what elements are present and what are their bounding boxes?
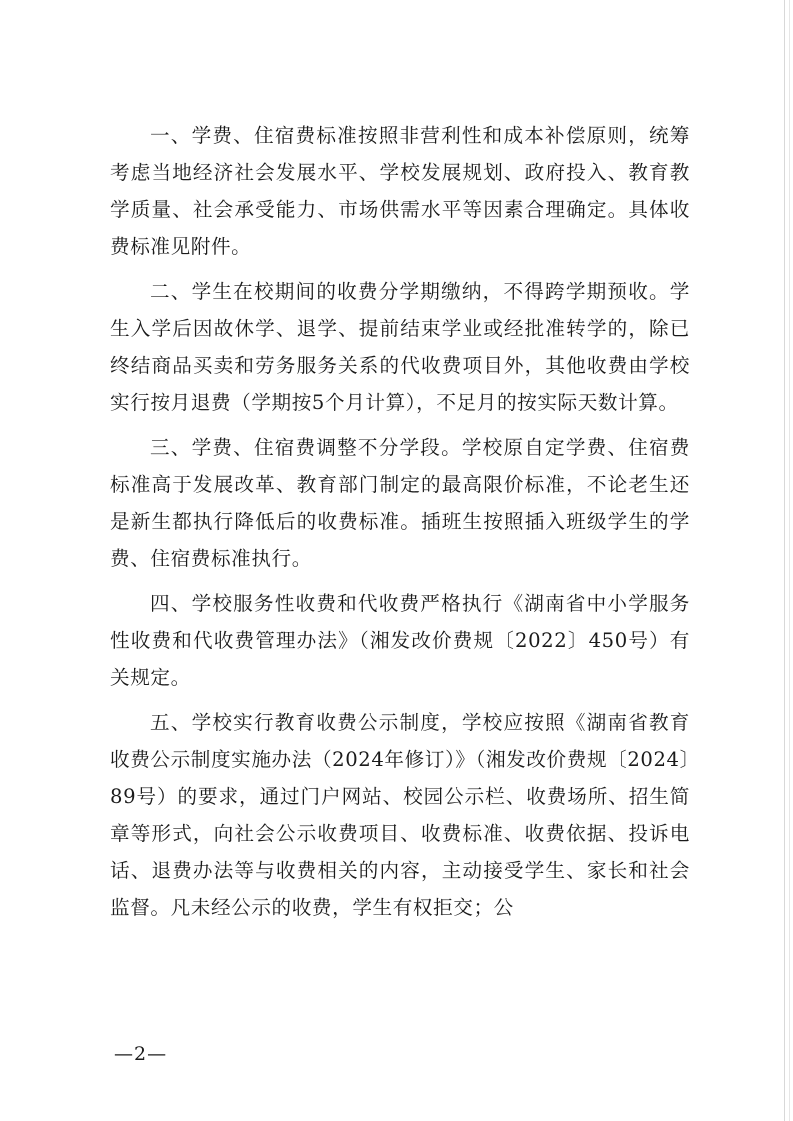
paragraph-4: 四、学校服务性收费和代收费严格执行《湖南省中小学服务性收费和代收费管理办法》（湘发改价费规〔2022〕450号）有关规定。 — [110, 592, 690, 689]
page-number: —2— — [114, 1043, 168, 1065]
scan-page-edge-outer — [789, 0, 790, 1121]
paragraph-1: 一、学费、住宿费标准按照非营利性和成本补偿原则，统筹考虑当地经济社会发展水平、学校发展规划、政府投入、教育教学质量、社会承受能力、市场供需水平等因素合理确定。具体收费标准见附件。 — [110, 124, 690, 258]
paragraph-2: 二、学生在校期间的收费分学期缴纳，不得跨学期预收。学生入学后因故休学、退学、提前结束学业或经批准转学的，除已终结商品买卖和劳务服务关系的代收费项目外，其他收费由学校实行按月退费（学期按5个月计算），不足月的按实际天数计算。 — [110, 280, 690, 414]
scan-page-edge — [784, 0, 785, 1121]
paragraph-3: 三、学费、住宿费调整不分学段。学校原自定学费、住宿费标准高于发展改革、教育部门制定的最高限价标准，不论老生还是新生都执行降低后的收费标准。插班生按照插入班级学生的学费、住宿费标准执行。 — [110, 436, 690, 570]
document-body — [110, 117, 690, 926]
paragraph-5: 五、学校实行教育收费公示制度，学校应按照《湖南省教育收费公示制度实施办法（2024年修订）》（湘发改价费规〔2024〕89号）的要求，通过门户网站、校园公示栏、收费场所、招生简章等形式，向社会公示收费项目、收费标准、收费依据、投诉电话、退费办法等与收费相关的内容，主动接受学生、家长和社会监督。凡未经公示的收费，学生有权拒交；公 — [110, 711, 690, 919]
